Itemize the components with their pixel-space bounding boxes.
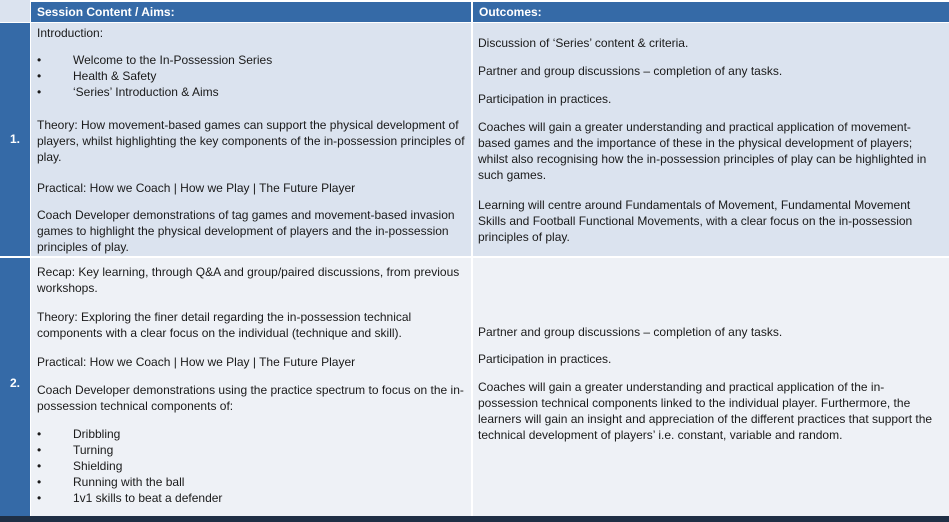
row-1-practical: Practical: How we Coach | How we Play | The Future Player [37,181,356,195]
list-item: • 1v1 skills to beat a defender [37,490,457,506]
row-1-intro: Introduction: [37,26,104,40]
row-1-outcome-5: Learning will centre around Fundamentals of Movement, Fundamental Movement Skills and Football Functional Movements, with a clear focus on the in-possession principles of play. [478,198,913,244]
row-2-outcome-2: Participation in practices. [478,352,612,366]
row-2-outcome-1: Partner and group discussions – completion of any tasks. [478,325,783,339]
row-2-demo: Coach Developer demonstrations using the practice spectrum to focus on the in-possession technical components of: [37,383,464,413]
list-item: • ‘Series’ Introduction & Aims [37,84,457,100]
list-item: • Health & Safety [37,68,457,84]
row-1-content-cell [31,23,471,256]
header-blank-cell [0,0,30,22]
row-1-outcome-4: Coaches will gain a greater understanding and practical application of movement-based games and the importance of these in the physical development of players; whilst also recognising how the in-possession principles of play can be highlighted in such games. [478,120,927,182]
row-2-outcome-3: Coaches will gain a greater understanding and practical application of the in-possession technical components linked to the individual player. Furthermore, the learners will gain an insight and appreciation of the different practices that support the technical development of players’ i.e. constant, variable and random. [478,380,933,442]
row-1-outcome-1: Discussion of ‘Series’ content & criteria. [478,36,689,50]
row-1-theory: Theory: How movement-based games can support the physical development of players, whilst highlighting the key components of the in-possession principles of play. [37,118,465,164]
row-2-outcomes-cell [473,258,949,516]
row-2-theory: Theory: Exploring the finer detail regarding the in-possession technical components with a clear focus on the individual (technique and skill). [37,310,412,340]
row-2-practical: Practical: How we Coach | How we Play | The Future Player [37,355,356,369]
row-2-content-cell [31,258,471,516]
row-1-outcome-2: Partner and group discussions – completion of any tasks. [478,64,783,78]
list-item: • Welcome to the In-Possession Series [37,52,457,68]
list-item: • Shielding [37,458,457,474]
header-session-content: Session Content / Aims: [31,2,471,22]
list-item: • Turning [37,442,457,458]
row-number-1: 1. [0,23,30,256]
row-number-2: 2. [0,258,30,516]
row-2-recap: Recap: Key learning, through Q&A and group/paired discussions, from previous workshops. [37,265,460,295]
row-1-outcome-3: Participation in practices. [478,92,612,106]
row-2-components-list [37,426,457,506]
row-1-demo: Coach Developer demonstrations of tag games and movement-based invasion games to highlight the physical development of players and the in-possession principles of play. [37,208,455,254]
list-item: • Running with the ball [37,474,457,490]
header-outcomes: Outcomes: [473,2,949,22]
row-1-outcomes-cell [473,23,949,256]
bottom-border [0,516,949,522]
row-1-intro-list [37,52,457,100]
list-item: • Dribbling [37,426,457,442]
